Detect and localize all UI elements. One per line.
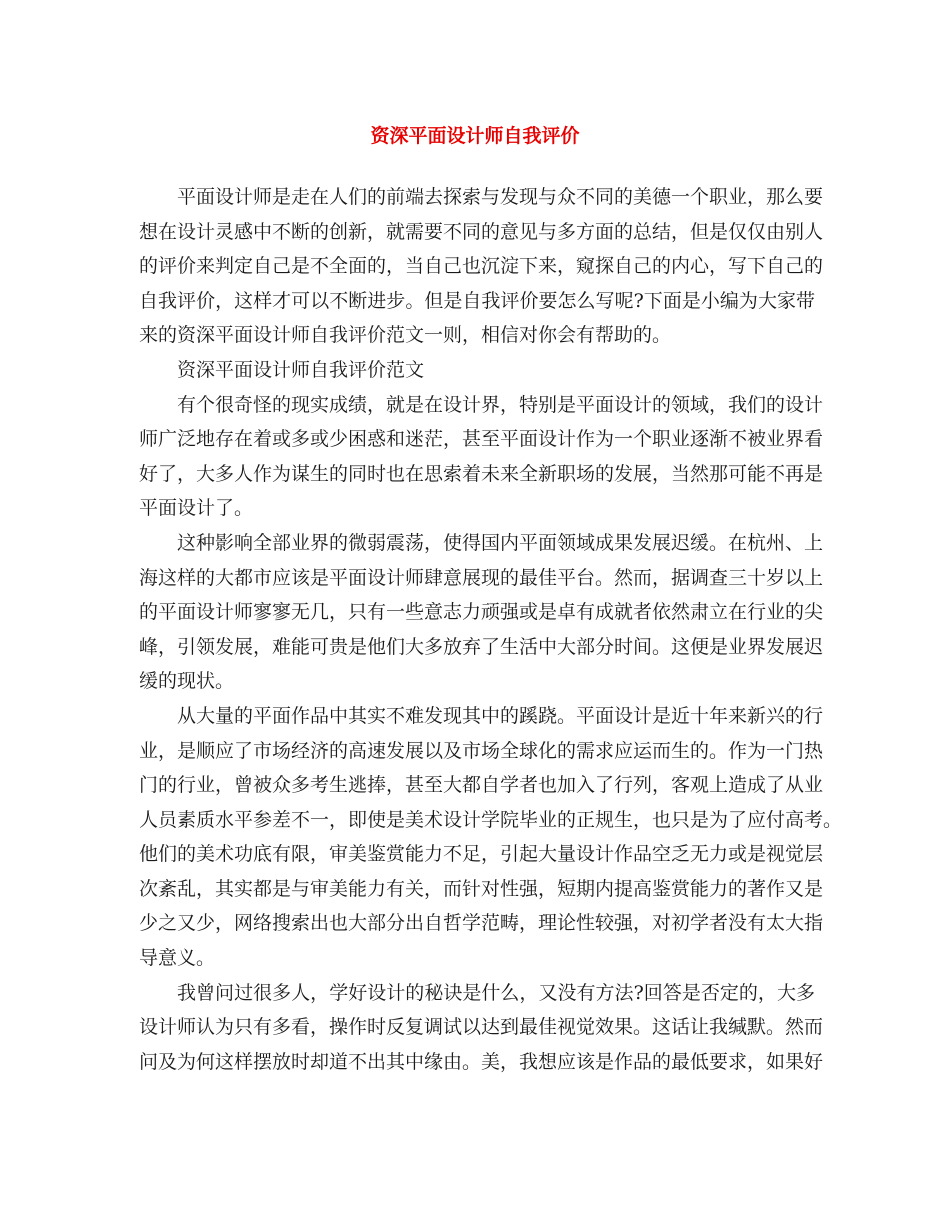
- text-line: 导意义。: [139, 947, 216, 970]
- text-line: 次紊乱，其实都是与审美能力有关，而针对性强，短期内提高鉴赏能力的著作又是: [139, 877, 824, 900]
- text-line: 少之又少，网络搜索出也大部分出自哲学范畴，理论性较强，对初学者没有太大指: [139, 912, 824, 935]
- text-line: 有个很奇怪的现实成绩，就是在设计界，特别是平面设计的领域，我们的设计: [177, 393, 824, 416]
- text-line: 师广泛地存在着或多或少困惑和迷茫，甚至平面设计作为一个职业逐渐不被业界看: [139, 428, 824, 451]
- text-line: 门的行业，曾被众多考生逃捧，甚至大都自学者也加入了行列，客观上造成了从业: [139, 774, 824, 797]
- text-line: 平面设计师是走在人们的前端去探索与发现与众不同的美德一个职业，那么要: [177, 186, 824, 208]
- text-line: 想在设计灵感中不断的创新，就需要不同的意见与多方面的总结，但是仅仅由别人: [139, 220, 824, 243]
- text-line: 设计师认为只有多看，操作时反复调试以达到最佳视觉效果。这话让我缄默。然而: [139, 1016, 824, 1039]
- paragraph: [139, 180, 824, 353]
- document-title: 资深平面设计师自我评价: [370, 125, 580, 147]
- paragraph: [139, 976, 824, 1080]
- text-line: 这种影响全部业界的微弱震荡，使得国内平面领域成果发展迟缓。在杭州、上: [177, 531, 824, 554]
- text-line: 人员素质水平参差不一，即使是美术设计学院毕业的正规生，也只是为了应付高考。: [139, 808, 843, 831]
- text-line: 自我评价，这样才可以不断进步。但是自我评价要怎么写呢?下面是小编为大家带: [139, 289, 815, 312]
- text-line: 的评价来判定自己是不全面的，当自己也沉淀下来，窥探自己的内心，写下自己的: [139, 255, 824, 278]
- paragraph: [139, 526, 824, 699]
- text-line: 好了，大多人作为谋生的同时也在思索着未来全新职场的发展，当然那可能不再是: [139, 462, 824, 485]
- text-line: 问及为何这样摆放时却道不出其中缘由。美，我想应该是作品的最低要求，如果好: [139, 1050, 824, 1073]
- paragraph: [139, 388, 824, 526]
- text-line: 的平面设计师寥寥无几，只有一些意志力顽强或是卓有成就者依然肃立在行业的尖: [139, 601, 824, 624]
- text-line: 来的资深平面设计师自我评价范文一则，相信对你会有帮助的。: [139, 324, 672, 347]
- text-line: 他们的美术功底有限，审美鉴赏能力不足，引起大量设计作品空乏无力或是视觉层: [139, 843, 824, 866]
- text-line: 资深平面设计师自我评价范文: [177, 358, 425, 381]
- text-line: 海这样的大都市应该是平面设计师肆意展现的最佳平台。然而，据调查三十岁以上: [139, 566, 824, 589]
- text-line: 平面设计了。: [139, 497, 254, 520]
- text-line: 从大量的平面作品中其实不难发现其中的蹊跷。平面设计是近十年来新兴的行: [177, 704, 824, 727]
- document-body: [139, 180, 843, 1079]
- text-line: 峰，引领发展，难能可贵是他们大多放弃了生活中大部分时间。这便是业界发展迟: [139, 635, 824, 658]
- text-line: 我曾问过很多人，学好设计的秘诀是什么，又没有方法?回答是否定的，大多: [177, 981, 815, 1004]
- text-line: 业，是顺应了市场经济的高速发展以及市场全球化的需求应运而生的。作为一门热: [139, 739, 824, 762]
- paragraph: [139, 353, 815, 388]
- text-line: 缓的现状。: [139, 670, 235, 693]
- paragraph: [139, 699, 843, 976]
